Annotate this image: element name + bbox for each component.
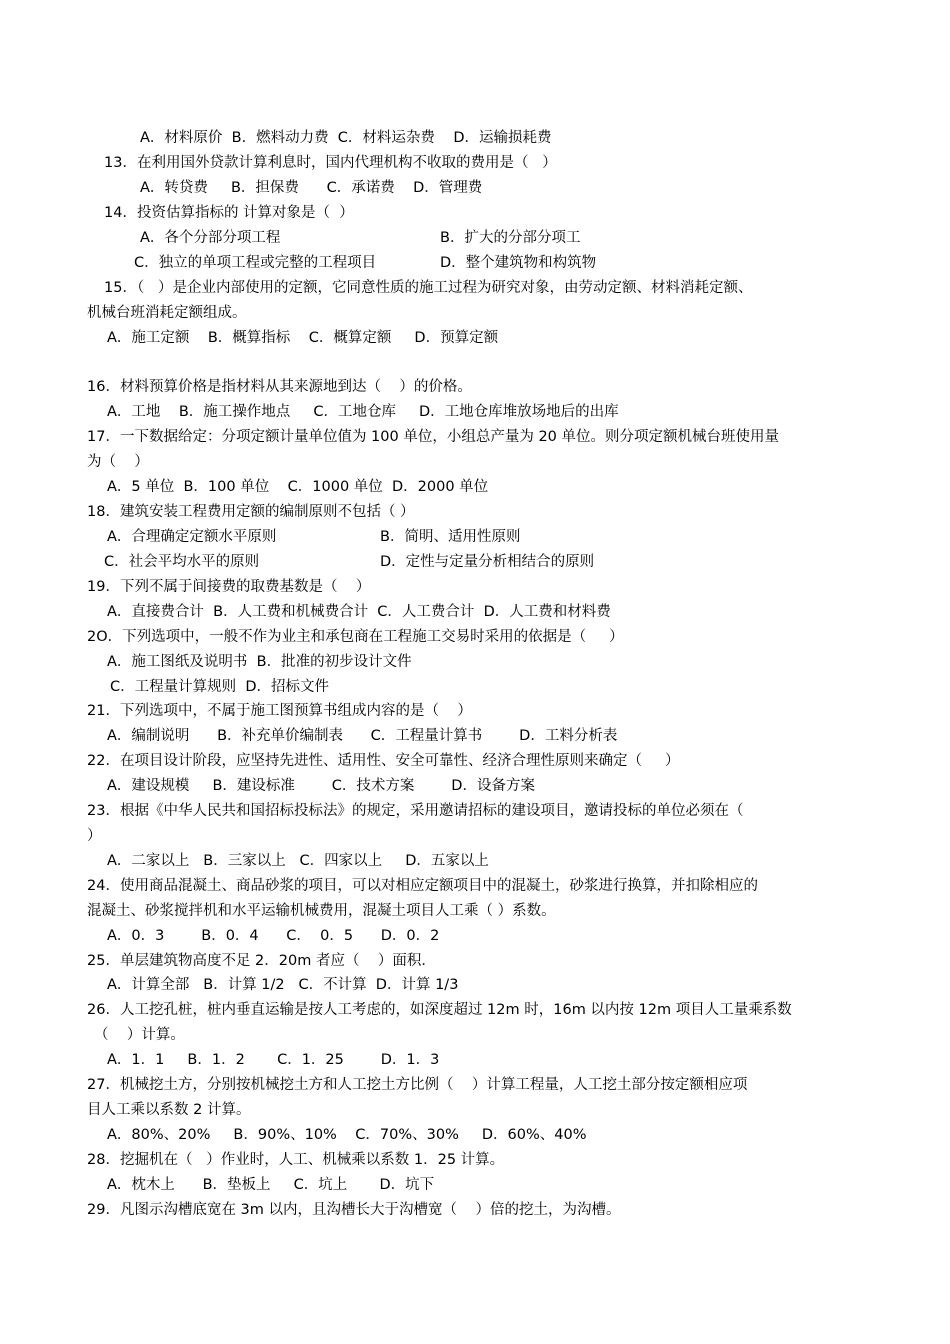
q15-stem-cont: 机械台班消耗定额组成。 bbox=[87, 305, 247, 321]
q20-stem: 2O．下列选项中，一般不作为业主和承包商在工程施工交易时采用的依据是（ ） bbox=[87, 629, 624, 645]
q18-option-c: C．社会平均水平的原则 bbox=[104, 554, 260, 570]
q28-options: A．枕木上 B．垫板上 C．坑上 D．坑下 bbox=[107, 1177, 435, 1193]
q13-stem: 13．在利用国外贷款计算利息时，国内代理机构不收取的费用是（ ） bbox=[104, 155, 557, 171]
q25-stem: 25．单层建筑物高度不足 2．20m 者应（ ）面积． bbox=[87, 953, 436, 969]
q26-stem-cont: （ ）计算。 bbox=[94, 1027, 185, 1043]
q22-stem: 22．在项目设计阶段，应坚持先进性、适用性、安全可靠性、经济合理性原则来确定（ ） bbox=[87, 753, 680, 769]
q17-stem: 17．一下数据给定：分项定额计量单位值为 100 单位，小组总产量为 20 单位。则分项定额机械台班使用量 bbox=[87, 429, 780, 445]
q21-stem: 21．下列选项中，不属于施工图预算书组成内容的是（ ） bbox=[87, 703, 472, 719]
q12-options: A．材料原价 B．燃料动力费 C．材料运杂费 D．运输损耗费 bbox=[140, 130, 552, 146]
q14-option-b: B．扩大的分部分项工 bbox=[440, 230, 581, 246]
q21-options: A．编制说明 B．补充单价编制表 C．工程量计算书 D．工料分析表 bbox=[107, 728, 618, 744]
q18-option-a: A．合理确定定额水平原则 bbox=[107, 529, 277, 545]
q24-stem-cont: 混凝土、砂浆搅拌机和水平运输机械费用，混凝土项目人工乘（ ）系数。 bbox=[87, 903, 556, 919]
q15-stem: 15．（ ）是企业内部使用的定额，它同意性质的施工过程为研究对象，由劳动定额、材料消耗定额、 bbox=[104, 280, 753, 296]
q13-options: A．转贷费 B．担保费 C．承诺费 D．管理费 bbox=[140, 180, 483, 196]
q18-option-d: D．定性与定量分析相结合的原则 bbox=[380, 554, 595, 570]
q27-stem-cont: 目人工乘以系数 2 计算。 bbox=[87, 1102, 251, 1118]
q17-stem-cont: 为（ ） bbox=[87, 454, 149, 470]
q28-stem: 28．挖掘机在（ ）作业时，人工、机械乘以系数 1．25 计算。 bbox=[87, 1152, 505, 1168]
q25-options: A．计算全部 B．计算 1/2 C．不计算 D．计算 1/3 bbox=[107, 977, 459, 993]
q24-stem: 24．使用商品混凝土、商品砂浆的项目，可以对相应定额项目中的混凝土，砂浆进行换算，并扣除相应的 bbox=[87, 878, 758, 894]
q19-options: A．直接费合计 B．人工费和机械费合计 C．人工费合计 D．人工费和材料费 bbox=[107, 604, 611, 620]
q15-options: A．施工定额 B．概算指标 C．概算定额 D．预算定额 bbox=[107, 330, 499, 346]
q16-options: A．工地 B．施工操作地点 C．工地仓库 D．工地仓库堆放场地后的出库 bbox=[107, 404, 619, 420]
q20-options-ab: A．施工图纸及说明书 B．批准的初步设计文件 bbox=[107, 654, 412, 670]
q20-options-cd: C．工程量计算规则 D．招标文件 bbox=[110, 679, 330, 695]
q22-options: A．建设规模 B．建设标准 C．技术方案 D．设备方案 bbox=[107, 778, 535, 794]
q16-stem: 16．材料预算价格是指材料从其来源地到达（ ）的价格。 bbox=[87, 379, 472, 395]
q27-stem: 27．机械挖土方，分别按机械挖土方和人工挖土方比例（ ）计算工程量，人工挖土部分按定额相应项 bbox=[87, 1077, 748, 1093]
q23-stem-cont: ） bbox=[87, 828, 102, 844]
q18-stem: 18．建筑安装工程费用定额的编制原则不包括（ ） bbox=[87, 504, 415, 520]
q29-stem: 29．凡图示沟槽底宽在 3m 以内，且沟槽长大于沟槽宽（ ）倍的挖土，为沟槽。 bbox=[87, 1202, 621, 1218]
q14-stem: 14．投资估算指标的 计算对象是（ ） bbox=[104, 205, 354, 221]
q23-options: A．二家以上 B．三家以上 C．四家以上 D．五家以上 bbox=[107, 853, 489, 869]
q14-option-a: A．各个分部分项工程 bbox=[140, 230, 281, 246]
q27-options: A．80%、20% B．90%、10% C．70%、30% D．60%、40% bbox=[107, 1127, 587, 1143]
q24-options: A．0．3 B．0．4 C． 0．5 D．0．2 bbox=[107, 928, 440, 944]
q23-stem: 23．根据《中华人民共和国招标投标法》的规定，采用邀请招标的建设项目，邀请投标的单位必须在（ bbox=[87, 803, 744, 819]
q17-options: A．5 单位 B．100 单位 C．1000 单位 D．2000 单位 bbox=[107, 479, 489, 495]
q18-option-b: B．简明、适用性原则 bbox=[380, 529, 521, 545]
q26-options: A．1．1 B．1．2 C．1．25 D．1．3 bbox=[107, 1052, 440, 1068]
q26-stem: 26．人工挖孔桩，桩内垂直运输是按人工考虑的，如深度超过 12m 时，16m 以内按 12m 项目人工量乘系数 bbox=[87, 1002, 792, 1018]
q14-option-d: D．整个建筑物和构筑物 bbox=[440, 255, 597, 271]
q14-option-c: C．独立的单项工程或完整的工程项目 bbox=[134, 255, 377, 271]
q19-stem: 19．下列不属于间接费的取费基数是（ ） bbox=[87, 579, 371, 595]
